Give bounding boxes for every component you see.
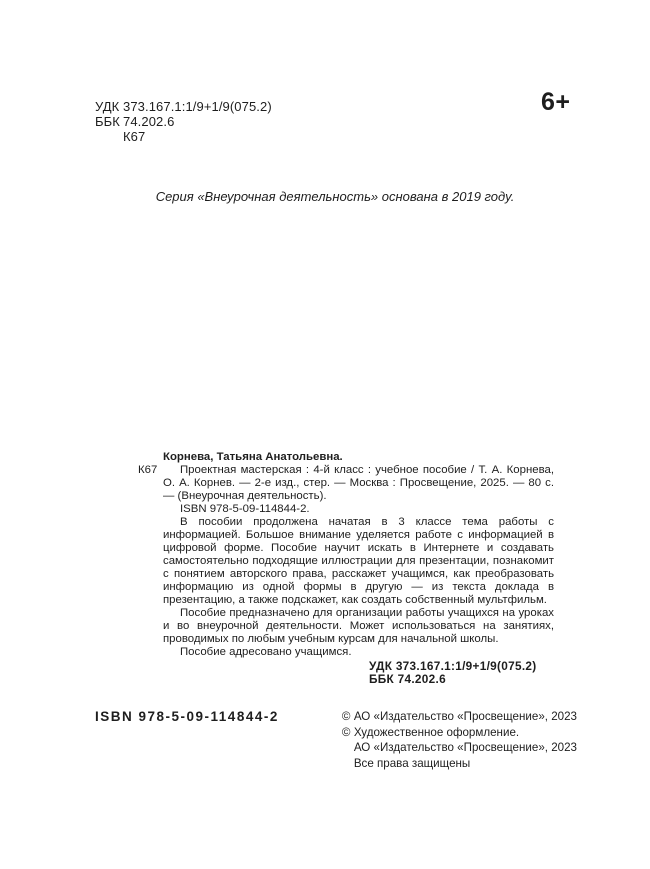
footer bbox=[95, 709, 577, 771]
udk-value: 373.167.1:1/9+1/9(075.2) bbox=[123, 99, 272, 114]
copyright-block bbox=[342, 709, 577, 771]
copyright-text: АО «Издательство «Просвещение», 2023 bbox=[353, 710, 577, 723]
bbk-label: ББК bbox=[95, 114, 120, 129]
copyright-icon-spacer bbox=[342, 740, 354, 756]
author-sign-row bbox=[95, 129, 272, 144]
classification-block bbox=[95, 99, 272, 144]
catalog-card bbox=[138, 451, 554, 685]
bbk-footnote-line: ББК 74.202.6 bbox=[369, 671, 446, 686]
annotation-paragraph-3: Пособие адресовано учащимся. bbox=[180, 646, 352, 658]
age-rating-badge: 6+ bbox=[541, 88, 571, 116]
udk-row bbox=[95, 99, 272, 114]
copyright-text: АО «Издательство «Просвещение», 2023 bbox=[353, 741, 577, 755]
annotation-paragraph-1: В пособии продолжена начатая в 3 классе тема работы с информацией. Большое внимание уделяется работе с информацией в цифровой форме. Пособие научит искать в Интернете и создавать самостоятельно подходящие иллюстрации для презентации, познакомит с понятием авторского права, расскажет учащимся, как преобразовать информацию из одной формы в другую — из текста доклада в презентацию, а также подскажет, как создать собственный мультфильм. bbox=[163, 516, 554, 606]
udk-label: УДК bbox=[95, 99, 120, 114]
copyright-line bbox=[342, 740, 577, 756]
bibliographic-description: Проектная мастерская : 4-й класс : учебное пособие / Т. А. Корнева, О. А. Корнев. — 2-е изд., стер. — Москва : Просвещение, 2025. — 80 с. — (Внеурочная деятельность). bbox=[163, 464, 554, 502]
annotation-paragraph-2: Пособие предназначено для организации работы учащихся на уроках и во внеурочной деятельности. Может использоваться на занятиях, проводимых по любым учебным курсам для начальной школы. bbox=[163, 607, 554, 645]
author-sign-spacer bbox=[95, 129, 123, 144]
series-note: Серия «Внеурочная деятельность» основана в 2019 году. bbox=[155, 189, 515, 204]
author-sign: К67 bbox=[138, 464, 158, 476]
copyright-line bbox=[342, 756, 577, 772]
copyright-text: Все права защищены bbox=[353, 756, 471, 770]
copyright-line bbox=[342, 725, 577, 741]
isbn-line: ISBN 978-5-09-114844-2. bbox=[180, 503, 310, 515]
author-heading: Корнева, Татьяна Анатольевна. bbox=[163, 451, 343, 463]
catalog-card-body bbox=[163, 451, 554, 685]
classification-footnote bbox=[369, 660, 554, 685]
copyright-icon: © bbox=[341, 710, 351, 723]
bbk-row bbox=[95, 114, 272, 129]
udk-footnote-line: УДК 373.167.1:1/9+1/9(075.2) bbox=[369, 659, 537, 673]
copyright-icon-spacer bbox=[342, 756, 354, 772]
bbk-value: 74.202.6 bbox=[123, 114, 175, 129]
copyright-text: Художественное оформление. bbox=[353, 725, 520, 739]
copyright-icon: © bbox=[341, 725, 351, 739]
copyright-line bbox=[342, 709, 577, 725]
author-sign-top: К67 bbox=[123, 129, 146, 144]
isbn: ISBN 978-5-09-114844-2 bbox=[95, 709, 279, 724]
